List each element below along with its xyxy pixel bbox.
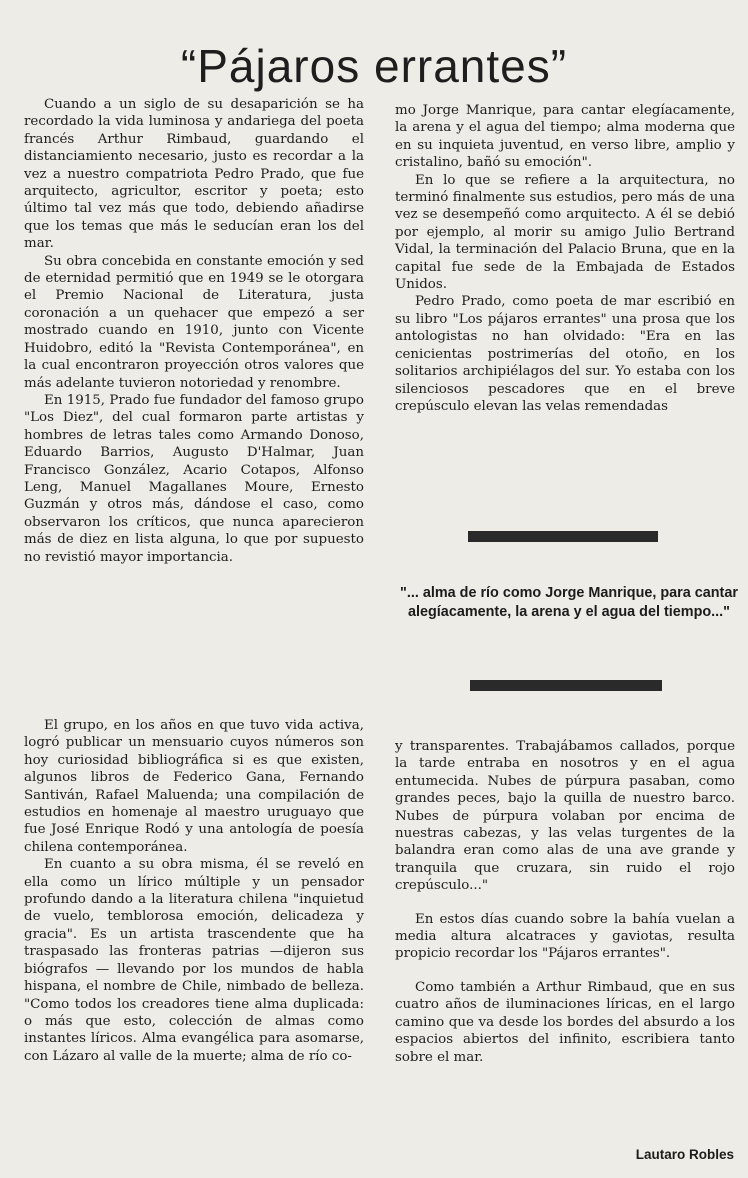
pull-quote-rule-top (468, 531, 658, 542)
paragraph: En estos días cuando sobre la bahía vuelan a media altura alcatraces y gaviotas, resulta propicio recordar los "Pájaros errantes". (395, 911, 735, 962)
column-left-top (24, 96, 364, 566)
paragraph: El grupo, en los años en que tuvo vida activa, logró publicar un mensuario cuyos números son hoy curiosidad bibliográfica si es que existen, algunos libros de Federico Gana, Fernando Santiván, Rafael Maluenda; una compilación de estudios en homenaje al maestro uruguayo que fue José Enrique Rodó y una antología de poesía chilena contemporánea. (24, 718, 364, 855)
article-title: “Pájaros errantes” (180, 39, 568, 92)
paragraph: Como también a Arthur Rimbaud, que en sus cuatro años de iluminaciones líricas, en el largo camino que va desde los bordes del absurdo a los espacios abiertos del infinito, escribiera tanto sobre el mar. (395, 979, 735, 1065)
author-byline: Lautaro Robles (635, 1147, 734, 1162)
column-right-bottom (395, 738, 735, 1066)
paragraph: Su obra concebida en constante emoción y sed de eternidad permitió que en 1949 se le otorgara el Premio Nacional de Literatura, justa coronación a un quehacer que empezó a ser mostrado cuando en 1910, junto con Vicente Huidobro, editó la "Revista Contemporánea", en la cual encontraron proyección otros valores que más adelante tuvieron notoriedad y renombre. (24, 253, 364, 391)
pull-quote: "... alma de río como Jorge Manrique, para cantar alegíacamente, la arena y el agua del tiempo..." (400, 585, 738, 620)
paragraph: Cuando a un siglo de su desaparición se ha recordado la vida luminosa y andariega del poeta francés Arthur Rimbaud, guardando el distanciamiento necesario, justo es recordar a la vez a nuestro compatriota Pedro Prado, que fue arquitecto, agricultor, escritor y poeta; esto último tal vez más que todo, debiendo añadirse que los temas que más le seducían eran los del mar. (24, 97, 364, 252)
column-right-top (395, 102, 735, 415)
paragraph: mo Jorge Manrique, para cantar elegíacamente, la arena y el agua del tiempo; alma moderna que en su inquieta juventud, en verso libre, amplio y cristalino, bañó su emoción". (395, 103, 735, 171)
column-left-bottom (24, 717, 364, 1065)
pull-quote-rule-bottom (470, 680, 662, 691)
paragraph: y transparentes. Trabajábamos callados, porque la tarde entraba en nosotros y en el agua entumecida. Nubes de púrpura pasaban, como grandes peces, bajo la quilla de nuestro barco. Nubes de púrpura volaban por encima de nuestras cabezas, y las velas turgentes de la balandra eran como alas de una ave grande y tranquila que cruzara, sin ruido el rojo crepúsculo..." (395, 739, 735, 894)
paragraph: En cuanto a su obra misma, él se reveló en ella como un lírico múltiple y un pensador profundo dando a la literatura chilena "inquietud de vuelo, temblorosa emoción, delicadeza y gracia". Es un artista trascendente que ha traspasado las fronteras patrias —dijeron sus biógrafos — llevando por los mundos de habla hispana, el nombre de Chile, nimbado de belleza. "Como todos los creadores tiene alma duplicada: o más que esto, colección de almas como instantes líricos. Alma evangélica para asomarse, con Lázaro al valle de la muerte; alma de río co- (24, 857, 364, 1064)
paragraph: Pedro Prado, como poeta de mar escribió en su libro "Los pájaros errantes" una prosa que los antologistas no han olvidado: "Era en las cenicientas postrimerías del otoño, en los solitarios archipiélagos del sur. Yo estaba con los silenciosos pescadores que en el breve crepúsculo elevan las velas remendadas (395, 294, 735, 414)
paragraph: En lo que se refiere a la arquitectura, no terminó finalmente sus estudios, pero más de una vez se desempeñó como arquitecto. A él se debió por ejemplo, al morir su amigo Julio Bertrand Vidal, la terminación del Palacio Bruna, que en la capital fue sede de la Embajada de Estados Unidos. (395, 172, 735, 293)
paragraph: En 1915, Prado fue fundador del famoso grupo "Los Diez", del cual formaron parte artistas y hombres de letras tales como Armando Donoso, Eduardo Barrios, Augusto D'Halmar, Juan Francisco González, Acario Cotapos, Alfonso Leng, Manuel Magallanes Moure, Ernesto Guzmán y otros más, dándose el caso, como observaron los críticos, que nunca aparecieron más de diez en lista alguna, lo que por supuesto no revistió mayor importancia. (24, 392, 364, 565)
